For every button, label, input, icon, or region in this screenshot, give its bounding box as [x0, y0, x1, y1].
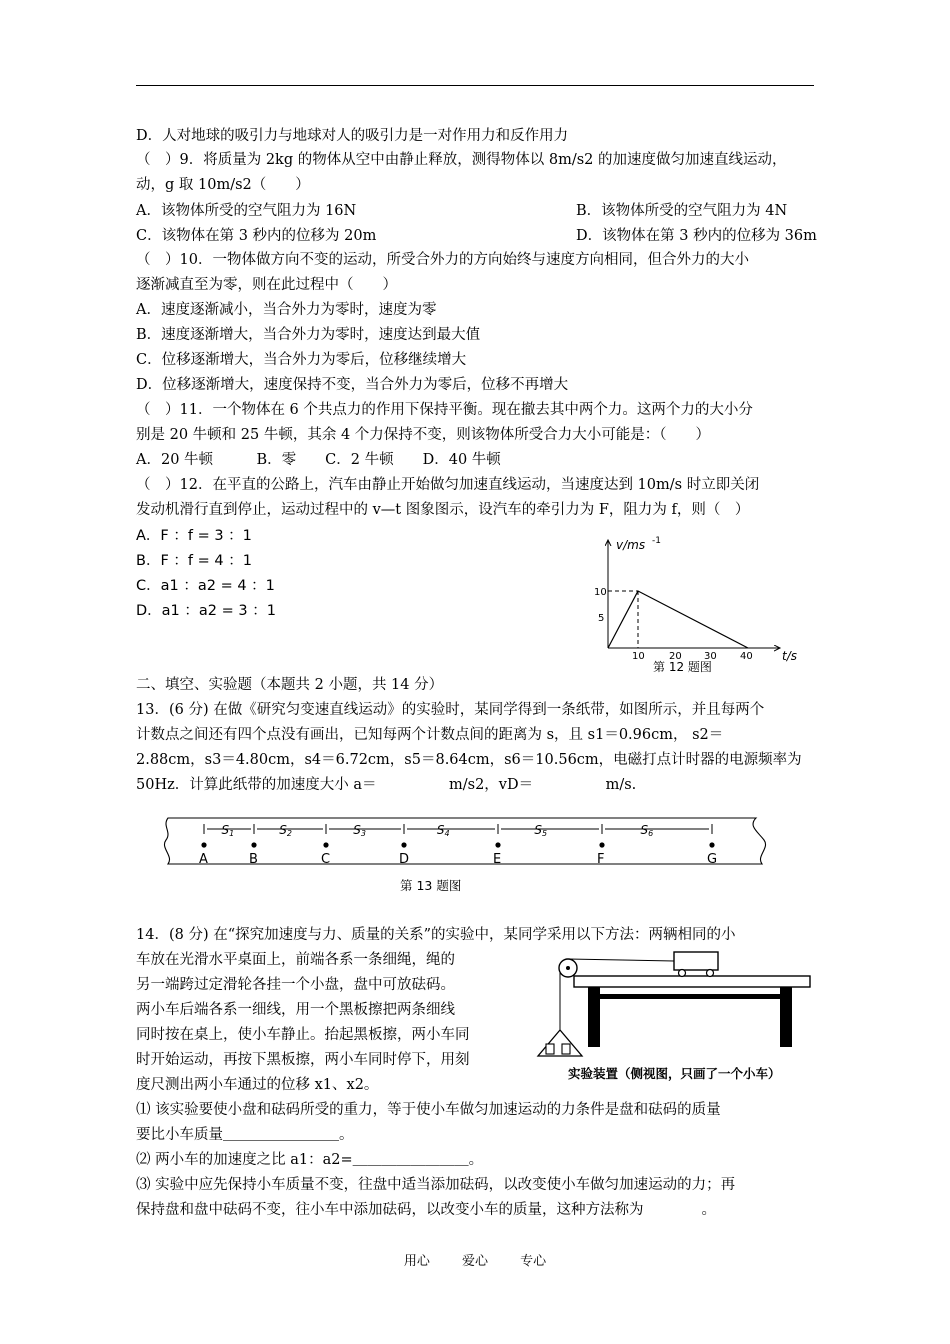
q12-vt-graph — [590, 532, 820, 677]
q10-option-d: D．位移逐渐增大，速度保持不变，当合外力为零后，位移不再增大 — [136, 377, 569, 393]
cart-wheel-front — [679, 970, 686, 977]
q12-option-b: B．F ：f = 4 ：1 — [136, 553, 252, 569]
q9-option-b: B．该物体所受的空气阻力为 4N — [576, 203, 788, 219]
table-leg-right — [780, 987, 792, 1047]
q14-stem-line3: 另一端跨过定滑轮各挂一个小盘，盘中可放砝码。 — [136, 977, 455, 993]
q13-stem-line3: 2.88cm，s3＝4.80cm，s4＝6.72cm，s5＝8.64cm，s6＝10.56cm，电磁打点计时器的电源频率为 — [136, 752, 802, 768]
q14-stem-line7: 度尺测出两小车通过的位移 x1、x2。 — [136, 1077, 379, 1093]
q11-stem-line2: 别是 20 牛顿和 25 牛顿，其余 4 个力保持不变，则该物体所受合力大小可能是：（ ） — [136, 427, 711, 443]
q12-xtick-30: 30 — [704, 651, 717, 662]
q14-part3-line2: 保持盘和盘中砝码不变，往小车中添加砝码，以改变小车的质量，这种方法称为 。 — [136, 1202, 716, 1218]
tape-dot-C — [323, 842, 328, 847]
footer-text-1: 用心 — [403, 1254, 430, 1269]
q12-y-axis-label: v/ms — [616, 538, 646, 552]
q12-xtick-40: 40 — [740, 651, 753, 662]
tape-point-label-B: B — [249, 852, 258, 867]
q12-x-axis-label: t/s — [782, 649, 797, 663]
q12-option-d: D．a1 ：a2 = 3 ：1 — [136, 603, 276, 619]
weight-left — [546, 1044, 554, 1054]
q12-stem-line2: 发动机滑行直到停止，运动过程中的 v—t 图象图示，设汽车的牵引力为 F，阻力为 f，则（ ） — [136, 502, 750, 518]
q9-stem-line1: （ ）9．将质量为 2kg 的物体从空中由静止释放，测得物体以 8m/s2 的加速度做匀加速直线运动， — [136, 152, 787, 168]
q9-option-c: C．该物体在第 3 秒内的位移为 20m — [136, 228, 377, 244]
q12-y-axis-label-sup: -1 — [652, 536, 661, 546]
q10-stem-line2: 逐渐减直至为零，则在此过程中（ ） — [136, 277, 397, 293]
q12-ytick-5: 5 — [598, 613, 605, 624]
q11-options: A．20 牛顿 B．零 C．2 牛顿 D．40 牛顿 — [136, 452, 501, 468]
q10-option-a: A．速度逐渐减小，当合外力为零时，速度为零 — [136, 302, 437, 318]
tape-segment-label-S6: S6 — [640, 823, 654, 838]
tape-segment-label-S2: S2 — [279, 823, 292, 838]
q12-xtick-20: 20 — [669, 651, 682, 662]
table-leg-left — [588, 987, 600, 1047]
tape-point-label-F: F — [597, 852, 605, 867]
q12-stem-line1: （ ）12．在平直的公路上，汽车由静止开始做匀加速直线运动，当速度达到 10m/s 时立即关闭 — [136, 477, 760, 493]
q14-apparatus-figure — [530, 944, 820, 1086]
footer-text-3: 专心 — [520, 1254, 547, 1269]
weight-pan — [538, 1030, 582, 1056]
tape-point-label-E: E — [493, 852, 502, 867]
tape-dot-G — [709, 842, 714, 847]
q14-part3-line1: ⑶ 实验中应先保持小车质量不变，往盘中适当添加砝码，以改变使小车做匀加速运动的力；再 — [136, 1177, 736, 1193]
footer-text-2: 爱心 — [461, 1254, 488, 1269]
tape-dot-F — [599, 842, 604, 847]
tape-dot-A — [201, 842, 206, 847]
cart-wheel-rear — [707, 970, 714, 977]
cart-body — [674, 952, 718, 970]
q14-stem-line6: 时开始运动，再按下黑板擦，两小车同时停下，用刻 — [136, 1052, 470, 1068]
q12-xtick-10: 10 — [632, 651, 645, 662]
q14-part2: ⑵ 两小车的加速度之比 a1：a2=＿＿＿＿＿＿＿＿。 — [136, 1152, 484, 1168]
q9-option-d: D．该物体在第 3 秒内的位移为 36m — [576, 228, 817, 244]
tape-point-label-C: C — [321, 852, 331, 867]
tape-point-label-A: A — [199, 852, 208, 867]
table-top — [574, 976, 810, 987]
pulley-axle — [566, 966, 570, 970]
q14-stem-line4: 两小车后端各系一细线，用一个黑板擦把两条细线 — [136, 1002, 455, 1018]
string — [568, 959, 674, 961]
tape-point-label-D: D — [399, 852, 410, 867]
q14-stem-line1: 14．(8 分) 在“探究加速度与力、质量的关系”的实验中，某同学采用以下方法：两辆相同的小 — [136, 927, 736, 943]
tape-point-label-G: G — [707, 852, 718, 867]
table-crossbar — [600, 994, 780, 999]
q13-stem-line4: 50Hz．计算此纸带的加速度大小 a＝ m/s2，vD＝ m/s. — [136, 777, 637, 793]
q10-option-b: B．速度逐渐增大，当合外力为零时，速度达到最大值 — [136, 327, 481, 343]
section-2-heading: 二、填空、实验题（本题共 2 小题，共 14 分） — [136, 677, 444, 693]
q12-option-c: C．a1 ：a2 = 4 ：1 — [136, 578, 275, 594]
tape-segment-label-S4: S4 — [436, 823, 450, 838]
q9-stem-line2: 动，g 取 10m/s2（ ） — [136, 177, 310, 193]
tape-dot-D — [401, 842, 406, 847]
q12-velocity-line — [608, 591, 748, 648]
q13-stem-line1: 13．(6 分) 在做《研究匀变速直线运动》的实验时，某同学得到一条纸带，如图所示，并且每两个 — [136, 702, 765, 718]
q10-option-c: C．位移逐渐增大，当合外力为零后，位移继续增大 — [136, 352, 467, 368]
q10-stem-line1: （ ）10．一物体做方向不变的运动，所受合外力的方向始终与速度方向相同，但合外力的大小 — [136, 252, 749, 268]
q8-option-d: D．人对地球的吸引力与地球对人的吸引力是一对作用力和反作用力 — [136, 128, 569, 144]
q14-part1-line1: ⑴ 该实验要使小盘和砝码所受的重力，等于使小车做匀加速运动的力条件是盘和砝码的质量 — [136, 1102, 721, 1118]
q14-stem-line5: 同时按在桌上，使小车静止。抬起黑板擦，两小车同 — [136, 1027, 470, 1043]
q13-stem-line2: 计数点之间还有四个点没有画出，已知每两个计数点间的距离为 s，且 s1＝0.96cm， s2＝ — [136, 727, 724, 743]
tape-segment-label-S1: S1 — [221, 823, 235, 838]
page-footer — [0, 1250, 950, 1269]
weight-right — [562, 1044, 570, 1054]
tape-segment-label-S3: S3 — [353, 823, 367, 838]
q14-part1-line2: 要比小车质量＿＿＿＿＿＿＿＿。 — [136, 1127, 354, 1143]
q11-stem-line1: （ ）11．一个物体在 6 个共点力的作用下保持平衡。现在撤去其中两个力。这两个力的大小分 — [136, 402, 753, 418]
q9-options-row2 — [136, 226, 816, 246]
q12-option-a: A．F ：f = 3 ：1 — [136, 528, 252, 544]
q14-stem-line2: 车放在光滑水平桌面上，前端各系一条细绳，绳的 — [136, 952, 455, 968]
tape-segment-label-S5: S5 — [534, 823, 548, 838]
tape-dot-B — [251, 842, 256, 847]
tape-dot-E — [495, 842, 500, 847]
q13-paper-tape — [158, 812, 773, 898]
q9-options-row1 — [136, 201, 816, 221]
q14-apparatus-caption: 实验装置（侧视图，只画了一个小车） — [568, 1066, 781, 1081]
q12-ytick-10: 10 — [594, 587, 607, 598]
q9-option-a: A．该物体所受的空气阻力为 16N — [136, 203, 357, 219]
q13-tape-caption: 第 13 题图 — [400, 878, 462, 893]
q12-graph-caption: 第 12 题图 — [653, 660, 712, 674]
header-rule — [136, 85, 814, 86]
